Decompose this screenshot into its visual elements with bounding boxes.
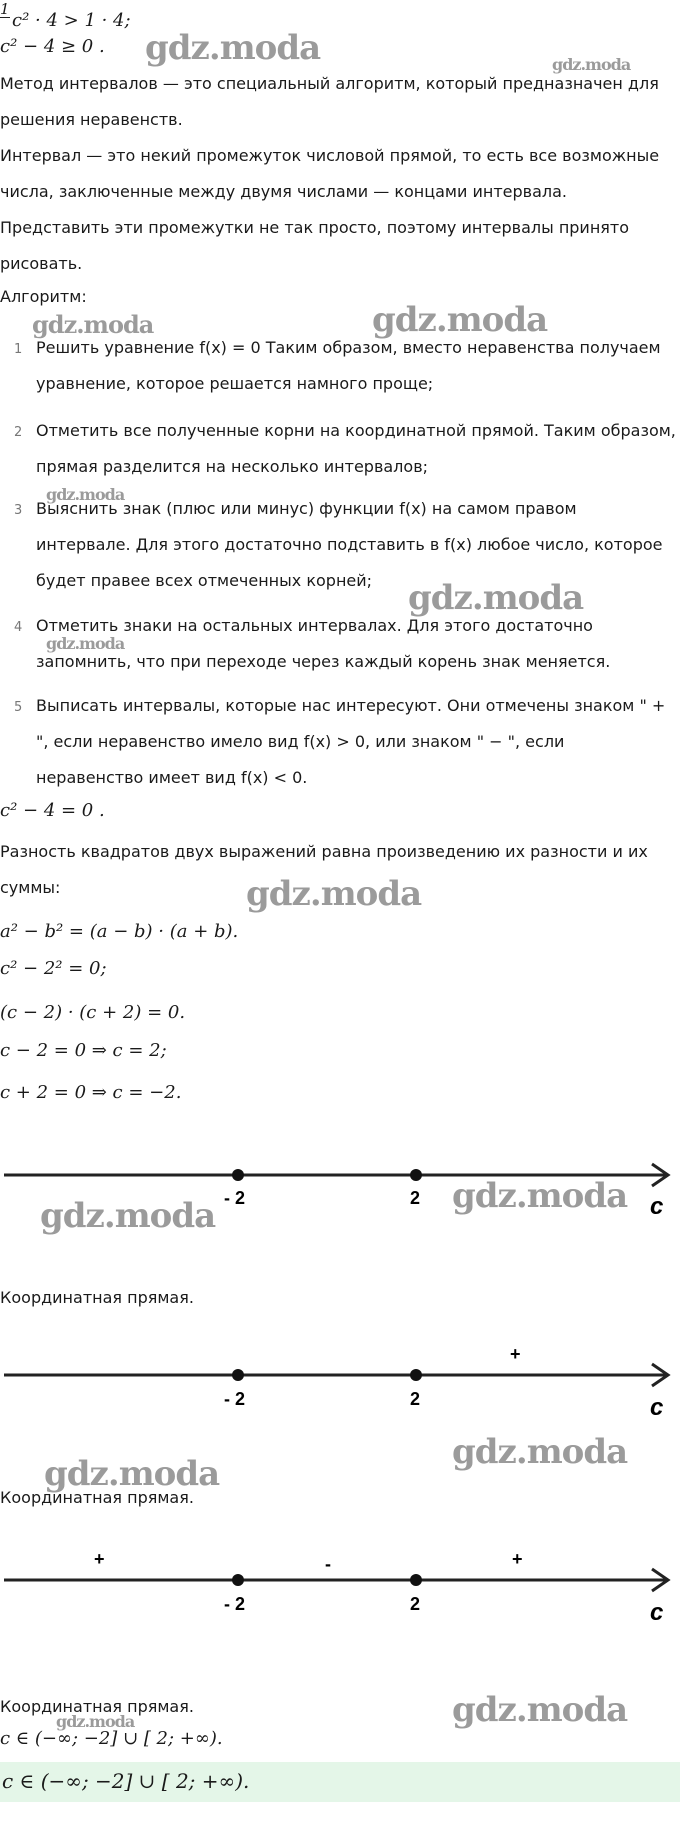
- label-minus-2: - 2: [224, 1389, 246, 1409]
- watermark: gdz.moda: [46, 634, 125, 653]
- algorithm-label: Алгоритм:: [0, 287, 87, 306]
- label-minus-2: - 2: [224, 1188, 246, 1208]
- list-item: Выписать интервалы, которые нас интересуют. Они отмечены знаком " + ", если неравенство имело вид f(x) > 0, или знаком " − ", если неравенство имеет вид f(x) < 0.: [36, 696, 666, 787]
- point-minus-2: [232, 1574, 244, 1586]
- point-minus-2: [232, 1369, 244, 1381]
- inequality-2: c² − 4 ≥ 0 .: [0, 36, 105, 57]
- answer-line: c ∈ (−∞; −2] ∪ [ 2; +∞).: [0, 1728, 223, 1749]
- point-minus-2: [232, 1169, 244, 1181]
- watermark: gdz.moda: [44, 1454, 220, 1494]
- final-answer-box: [0, 1762, 680, 1802]
- final-answer: c ∈ (−∞; −2] ∪ [ 2; +∞).: [2, 1769, 250, 1793]
- list-item: Выяснить знак (плюс или минус) функции f(x) на самом правом интервале. Для этого достаточно подставить в f(x) любое число, которое будет правее всех отмеченных корней;: [36, 499, 663, 590]
- equation-1: c² − 4 = 0 .: [0, 800, 105, 821]
- axis-variable: c: [650, 1394, 664, 1421]
- caption-coordinate-line: Координатная прямая.: [0, 1288, 194, 1307]
- fraction-numerator: 1: [0, 0, 10, 18]
- watermark: gdz.moda: [408, 578, 584, 618]
- list-item: Отметить все полученные корни на координатной прямой. Таким образом, прямая разделится на несколько интервалов;: [36, 421, 676, 476]
- caption-coordinate-line: Координатная прямая.: [0, 1697, 194, 1716]
- point-2: [410, 1369, 422, 1381]
- list-number: 5: [14, 700, 23, 715]
- label-2: 2: [410, 1594, 421, 1614]
- caption-coordinate-line: Координатная прямая.: [0, 1488, 194, 1507]
- label-2: 2: [410, 1188, 421, 1208]
- watermark: gdz.moda: [246, 874, 422, 914]
- number-line-2: [0, 1345, 680, 1425]
- list-number: 1: [14, 342, 23, 357]
- label-2: 2: [410, 1389, 421, 1409]
- equation-2: a² − b² = (a − b) · (a + b).: [0, 921, 239, 942]
- paragraph-method: Метод интервалов — это специальный алгоритм, который предназначен для решения неравенств.: [0, 74, 659, 129]
- sign-minus-middle: -: [325, 1554, 331, 1574]
- watermark: gdz.moda: [452, 1176, 628, 1216]
- paragraph-interval: Интервал — это некий промежуток числовой прямой, то есть все возможные числа, заключенные между двумя числами — концами интервала.: [0, 146, 660, 201]
- list-number: 3: [14, 503, 23, 518]
- list-item: Отметить знаки на остальных интервалах. Для этого достаточно запомнить, что при переходе через каждый корень знак меняется.: [36, 616, 611, 671]
- paragraph-difference-of-squares: Разность квадратов двух выражений равна произведению их разности и их суммы:: [0, 842, 648, 897]
- watermark: gdz.moda: [145, 28, 321, 68]
- axis-variable: c: [650, 1599, 664, 1626]
- equation-4: (c − 2) · (c + 2) = 0.: [0, 1002, 186, 1023]
- watermark: gdz.moda: [452, 1690, 628, 1730]
- watermark: gdz.moda: [32, 310, 154, 339]
- watermark: gdz.moda: [40, 1196, 216, 1236]
- axis-variable: c: [650, 1193, 664, 1220]
- number-line-3: [0, 1550, 680, 1630]
- inequality-1: c² · 4 > 1 · 4;: [12, 10, 131, 31]
- equation-5: c − 2 = 0 ⇒ c = 2;: [0, 1040, 167, 1061]
- watermark: gdz.moda: [452, 1432, 628, 1472]
- sign-plus-right: +: [512, 1550, 523, 1569]
- equation-6: c + 2 = 0 ⇒ c = −2.: [0, 1082, 182, 1103]
- fraction-bar: [0, 17, 10, 18]
- equation-3: c² − 2² = 0;: [0, 958, 107, 979]
- sign-plus-right: +: [510, 1345, 521, 1364]
- watermark: gdz.moda: [56, 1712, 135, 1731]
- paragraph-draw: Представить эти промежутки не так просто, поэтому интервалы принято рисовать.: [0, 218, 630, 273]
- watermark: gdz.moda: [46, 485, 125, 504]
- list-number: 4: [14, 620, 23, 635]
- list-item: Решить уравнение f(x) = 0 Таким образом, вместо неравенства получаем уравнение, которое решается намного проще;: [36, 338, 661, 393]
- watermark: gdz.moda: [372, 300, 548, 340]
- sign-plus-left: +: [94, 1550, 105, 1569]
- point-2: [410, 1574, 422, 1586]
- point-2: [410, 1169, 422, 1181]
- list-number: 2: [14, 425, 23, 440]
- watermark: gdz.moda: [552, 55, 631, 74]
- label-minus-2: - 2: [224, 1594, 246, 1614]
